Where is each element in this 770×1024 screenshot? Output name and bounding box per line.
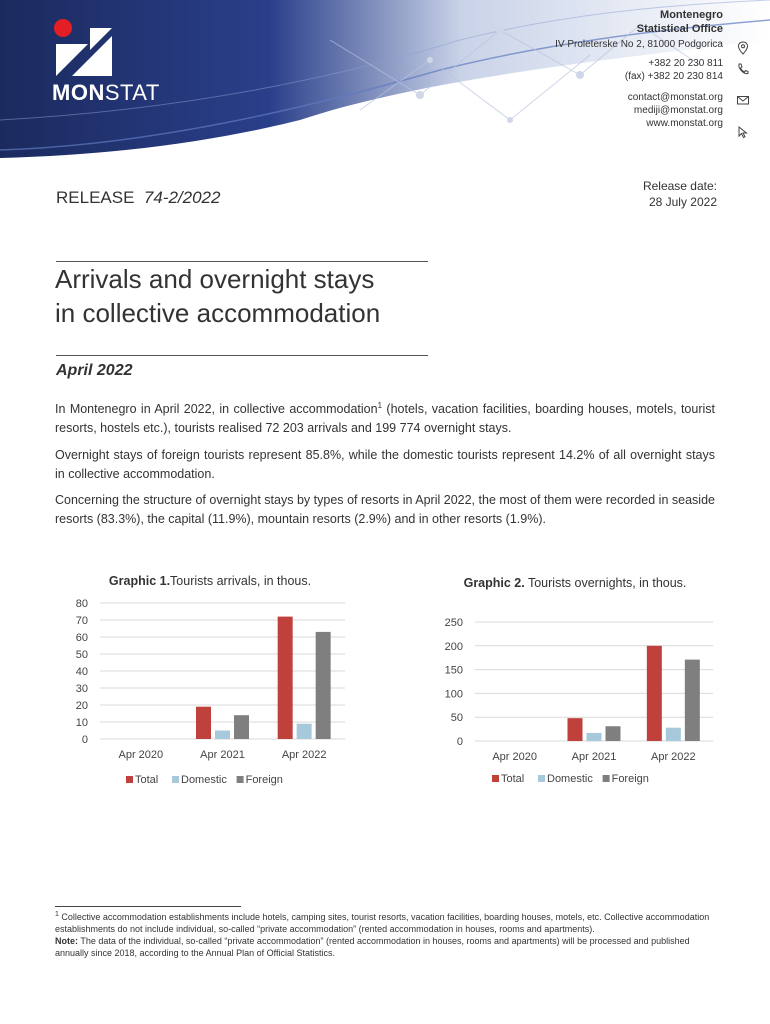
page-title: Arrivals and overnight stays in collective accommodation xyxy=(55,264,381,328)
y-tick-label: 0 xyxy=(456,736,463,748)
release-date-label: Release date: xyxy=(642,179,717,193)
email-media[interactable]: mediji@monstat.org xyxy=(633,105,723,116)
legend-swatch xyxy=(126,776,133,783)
bar-total xyxy=(568,718,583,741)
legend-swatch xyxy=(237,776,244,783)
bar-domestic xyxy=(297,724,312,739)
bar-foreign xyxy=(685,660,700,741)
mail-icon xyxy=(736,93,750,107)
legend-swatch xyxy=(603,775,610,782)
x-tick-label: Apr 2020 xyxy=(118,749,164,761)
y-tick-label: 70 xyxy=(75,615,88,627)
fax: (fax) +382 20 230 814 xyxy=(624,71,723,82)
org-name-line2: Statistical Office xyxy=(636,23,723,35)
y-tick-label: 250 xyxy=(444,617,463,629)
legend-swatch xyxy=(538,775,545,782)
bar-foreign xyxy=(234,715,249,739)
y-tick-label: 10 xyxy=(75,717,88,729)
location-icon xyxy=(736,41,750,55)
release-date-value: 28 July 2022 xyxy=(648,195,717,209)
legend-label-total: Total xyxy=(135,774,159,786)
bar-domestic xyxy=(666,728,681,741)
x-tick-label: Apr 2021 xyxy=(571,751,617,763)
release-number: RELEASE 74-2/2022 xyxy=(56,188,221,207)
y-tick-label: 100 xyxy=(444,688,463,701)
period-heading: April 2022 xyxy=(56,362,133,379)
legend-label-foreign: Foreign xyxy=(611,773,649,785)
footnote-note: Note: The data of the individual, so-called “private accommodation” (rented accommodation in houses, rooms and apartments) will be processed and published annually since 2018, according to the Annual Plan of Official Statistics. xyxy=(55,936,690,958)
y-tick-label: 80 xyxy=(75,598,88,610)
bar-foreign xyxy=(606,726,621,741)
phone: +382 20 230 811 xyxy=(648,58,723,69)
title-rule-bottom xyxy=(56,355,428,356)
footnote-1: $^1$ Collective accommodation establishments include hotels, camping sites, tourist resorts, vacation facilities, boarding houses, motels, etc. Collective accommodation establishments do not include individual, so-called “private accommodation” (rented accommodation in houses, rooms and apartments). xyxy=(55,911,710,934)
bar-total xyxy=(196,707,211,739)
legend-label-total: Total xyxy=(501,773,525,785)
website-link[interactable]: www.monstat.org xyxy=(646,118,723,129)
email-contact[interactable]: contact@monstat.org xyxy=(627,92,723,103)
chart-arrivals xyxy=(40,595,360,795)
y-tick-label: 200 xyxy=(444,640,463,653)
x-tick-label: Apr 2020 xyxy=(492,751,537,763)
y-tick-label: 150 xyxy=(444,664,463,677)
chart-overnights xyxy=(415,612,725,795)
paragraph-3: Concerning the structure of overnight stays by types of resorts in April 2022, the most of them were recorded in seaside resorts (83.3%), the capital (11.9%), mountain resorts (2.9%) and in other resorts (1.9%). xyxy=(55,493,715,526)
bar-domestic xyxy=(587,733,602,741)
paragraph-1: In Montenegro in April 2022, in collective accommodation$^1$ (hotels, vacation facilities, boarding houses, motels, tourist resorts, hostels etc.), tourists realised 72 203 arrivals and 199 774 overnight stays. xyxy=(55,400,715,435)
x-tick-label: Apr 2022 xyxy=(651,751,696,763)
release-date xyxy=(643,178,717,210)
address: IV Proleterske No 2, 81000 Podgorica xyxy=(555,39,723,50)
org-name-line1: Montenegro xyxy=(660,9,723,21)
bar-total xyxy=(647,646,662,741)
y-tick-label: 50 xyxy=(450,712,463,725)
chart1-title: Graphic 1.Tourists arrivals, in thous. xyxy=(108,574,312,588)
bar-foreign xyxy=(316,632,331,739)
legend-label-domestic: Domestic xyxy=(547,773,593,785)
y-tick-label: 60 xyxy=(75,632,88,644)
bar-domestic xyxy=(215,731,230,740)
footnote xyxy=(55,911,720,959)
chart2-title: Graphic 2. Tourists overnights, in thous. xyxy=(463,576,687,590)
bar-total xyxy=(278,617,293,739)
y-tick-label: 50 xyxy=(75,649,88,661)
contact-block xyxy=(463,8,723,130)
logo-wordmark: MONSTAT xyxy=(52,80,160,105)
legend-label-domestic: Domestic xyxy=(181,774,227,786)
phone-icon xyxy=(736,62,750,76)
x-tick-label: Apr 2022 xyxy=(281,749,327,761)
legend-label-foreign: Foreign xyxy=(245,774,283,786)
y-tick-label: 20 xyxy=(75,700,88,712)
y-tick-label: 30 xyxy=(75,683,88,695)
paragraph-2: Overnight stays of foreign tourists represent 85.8%, while the domestic tourists represent 14.2% of all overnight stays in collective accommodation. xyxy=(55,448,715,481)
cursor-icon xyxy=(736,125,750,139)
y-tick-label: 40 xyxy=(75,666,88,678)
y-tick-label: 0 xyxy=(81,734,88,746)
x-tick-label: Apr 2021 xyxy=(200,749,245,761)
legend-swatch xyxy=(492,775,499,782)
legend-swatch xyxy=(172,776,179,783)
footnote-rule xyxy=(55,906,241,907)
